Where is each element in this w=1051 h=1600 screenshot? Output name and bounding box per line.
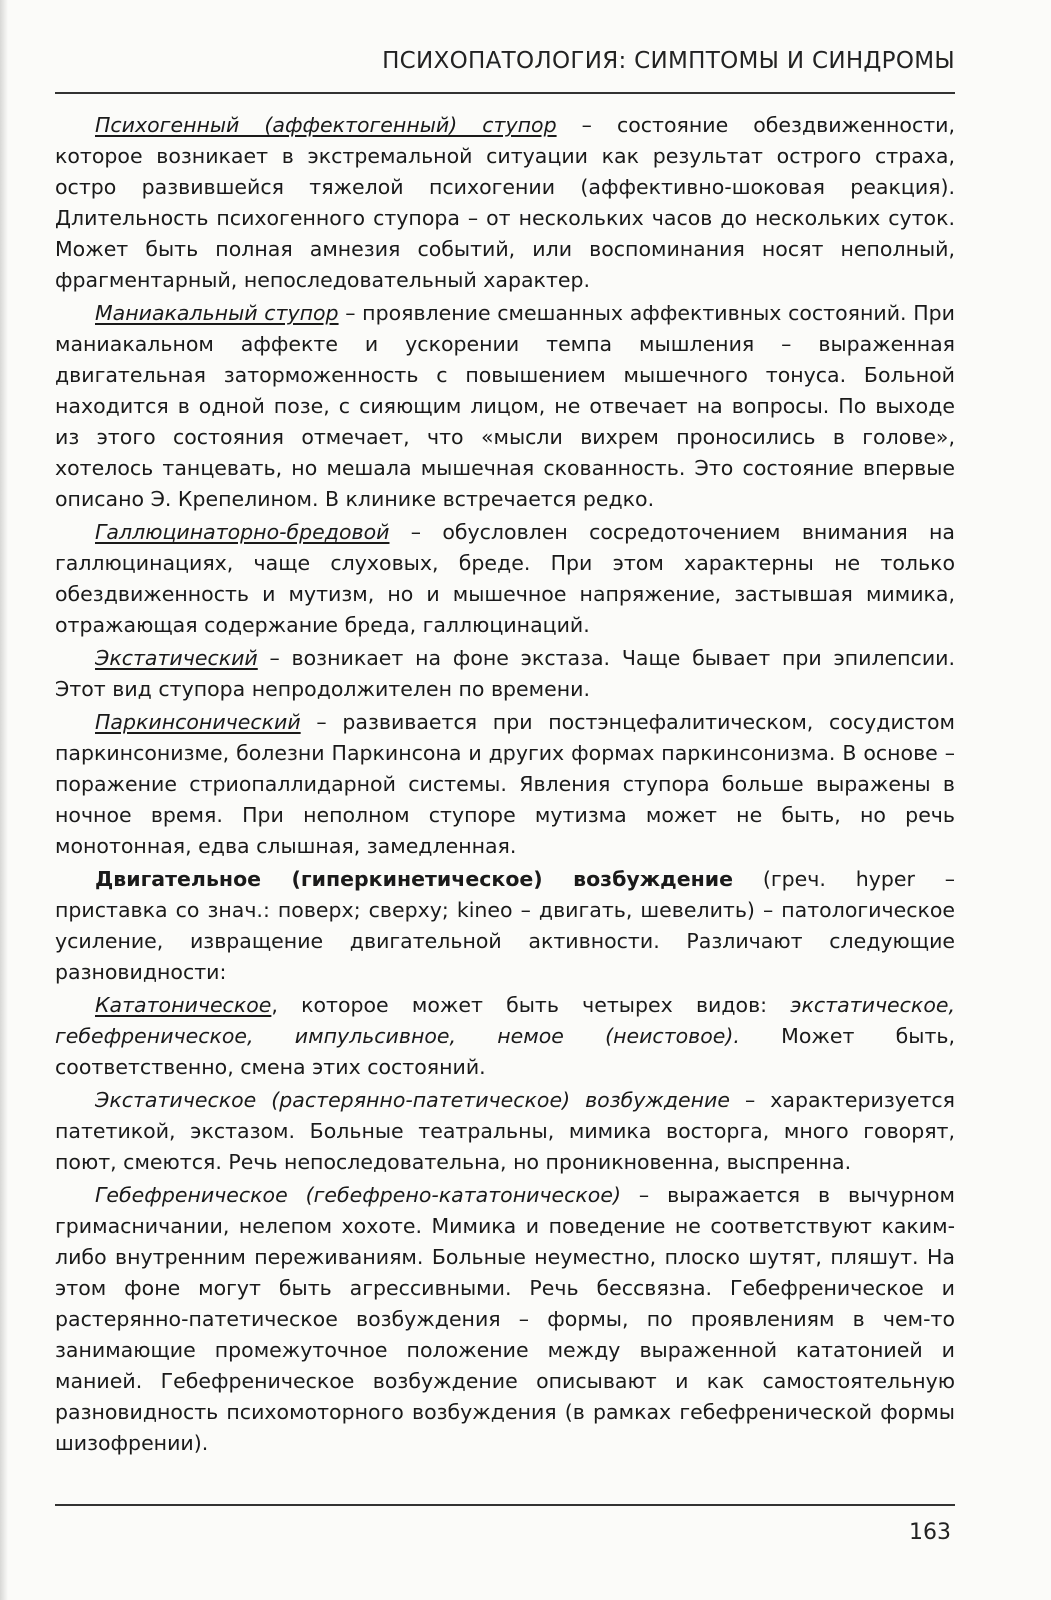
term-parkinsonian: Паркинсонический bbox=[95, 710, 301, 734]
paragraph-text: , которое может быть четырех видов: bbox=[271, 993, 791, 1017]
running-header: ПСИХОПАТОЛОГИЯ: СИМПТОМЫ И СИНДРОМЫ bbox=[382, 48, 955, 74]
paragraph-text: – развивается при постэнцефалитическом, сосудистом паркинсонизме, болезни Паркинсона и других формах паркинсонизма. В основе – поражение стриопаллидарной системы. Явления ступора больше выражены в ночное время. При неполном ступоре мутизма может не быть, но речь монотонная, едва слышная, замедленная. bbox=[55, 710, 955, 858]
paragraph-hebephrenic bbox=[55, 1180, 955, 1459]
term-catatonic: Кататоническое bbox=[95, 993, 272, 1017]
term-motor-excitation: Двигательное (гиперкинетическое) возбуждение bbox=[95, 867, 734, 891]
paragraph-text: – обусловлен сосредоточением внимания на галлюцинациях, чаще слуховых, бреде. При этом характерны не только обездвиженность и мутизм, но и мышечное напряжение, застывшая мимика, отражающая содержание бреда, галлюцинаций. bbox=[55, 520, 955, 637]
header-rule bbox=[55, 92, 955, 94]
paragraph-text: – состояние обездвиженности, которое возникает в экстремальной ситуации как результат острого страха, остро развившейся тяжелой психогении (аффективно-шоковая реакция). Длительность психогенного ступора – от нескольких часов до нескольких суток. Может быть полная амнезия событий, или воспоминания носят неполный, фрагментарный, непоследовательный характер. bbox=[55, 113, 956, 292]
paragraph-text: – возникает на фоне экстаза. Чаще бывает при эпилепсии. Этот вид ступора непродолжителен по времени. bbox=[55, 646, 955, 701]
paragraph-ecstatic-excitation bbox=[55, 1085, 955, 1178]
paragraph-catatonic bbox=[55, 990, 955, 1083]
page-body bbox=[55, 110, 955, 1461]
paragraph-parkinsonian bbox=[55, 707, 955, 862]
book-page bbox=[55, 0, 955, 1600]
page-edge-shadow bbox=[0, 0, 8, 1600]
footer-rule bbox=[55, 1504, 955, 1506]
term-ecstatic-excitation: Экстатическое (растерянно-патетическое) возбуждение bbox=[95, 1088, 730, 1112]
paragraph-manic-stupor bbox=[55, 298, 955, 515]
paragraph-psychogenic-stupor bbox=[55, 110, 955, 296]
page-number: 163 bbox=[909, 1520, 951, 1545]
term-psychogenic-stupor: Психогенный (аффектогенный) ступор bbox=[95, 113, 557, 137]
term-hallucinatory-delusional: Галлюцинаторно-бредовой bbox=[95, 520, 390, 544]
paragraph-text: – выражается в вычурном гримасничании, нелепом хохоте. Мимика и поведение не соответствуют каким-либо внутренним переживаниям. Больные неуместно, плоско шутят, пляшут. На этом фоне могут быть агрессивными. Речь бессвязна. Гебефреническое и растерянно-патетическое возбуждения – формы, по проявлениям в чем-то занимающие промежуточное положение между выраженной кататонией и манией. Гебефреническое возбуждение описывают и как самостоятельную разновидность психомоторного возбуждения (в рамках гебефренической формы шизофрении). bbox=[55, 1183, 955, 1455]
paragraph-text: Может быть, соответственно, смена этих состояний. bbox=[55, 1024, 955, 1079]
term-manic-stupor: Маниакальный ступор bbox=[95, 301, 339, 325]
paragraph-hallucinatory-delusional bbox=[55, 517, 955, 641]
paragraph-text: – характеризуется патетикой, экстазом. Больные театральны, мимика восторга, много говорят, поют, смеются. Речь непоследовательна, но проникновенна, выспренна. bbox=[55, 1088, 956, 1174]
term-hebephrenic: Гебефреническое (гебефрено-кататоническое) bbox=[95, 1183, 621, 1207]
paragraph-ecstatic bbox=[55, 643, 955, 705]
catatonic-types: экстатическое, гебефреническое, импульсивное, немое (неистовое). bbox=[55, 993, 955, 1048]
paragraph-motor-excitation bbox=[55, 864, 955, 988]
paragraph-text: – проявление смешанных аффективных состояний. При маниакальном аффекте и ускорении темпа мышления – выраженная двигательная заторможенность с повышением мышечного тонуса. Больной находится в одной позе, с сияющим лицом, не отвечает на вопросы. По выходе из этого состояния отмечает, что «мысли вихрем проносились в голове», хотелось танцевать, но мешала мышечная скованность. Это состояние впервые описано Э. Крепелином. В клинике встречается редко. bbox=[55, 301, 955, 511]
paragraph-text: (греч. hyper – приставка со знач.: поверх; сверху; kineo – двигать, шевелить) – патологическое усиление, извращение двигательной активности. Различают следующие разновидности: bbox=[55, 867, 955, 984]
term-ecstatic: Экстатический bbox=[95, 646, 258, 670]
